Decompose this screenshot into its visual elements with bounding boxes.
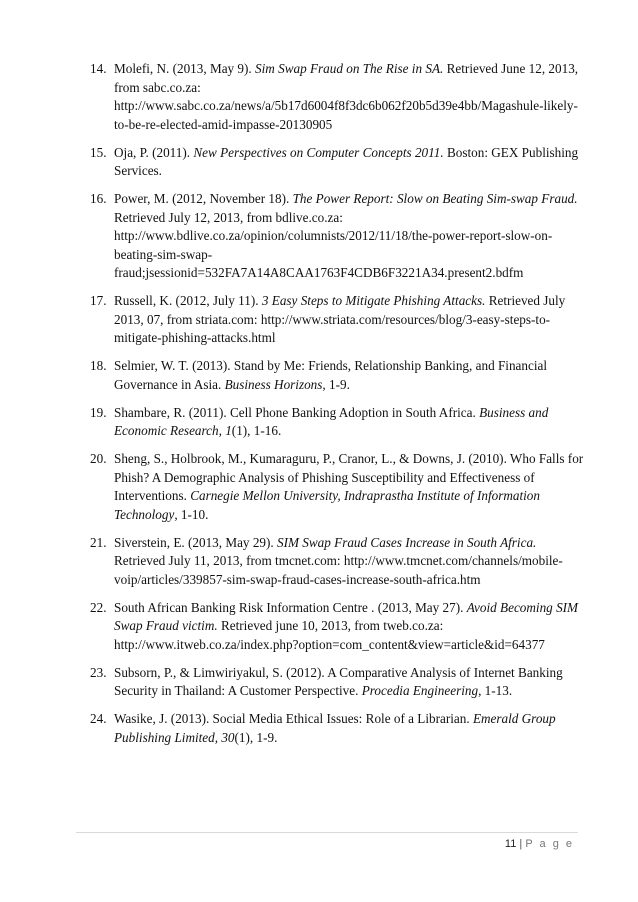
reference-text: (1), 1-16. <box>231 423 282 438</box>
reference-number: 23. <box>90 664 107 680</box>
reference-text: voip/articles/339857-sim-swap-fraud-cases-increase-south-africa.htm <box>114 571 481 587</box>
reference-italic-text: Avoid Becoming SIM <box>466 599 579 615</box>
reference-italic-text: SIM Swap Fraud Cases Increase in South Africa. <box>277 534 537 550</box>
reference-line <box>114 292 592 311</box>
page-footer <box>505 838 574 850</box>
reference-italic-text: Swap Fraud victim. <box>114 618 218 633</box>
reference-number: 21. <box>90 534 107 550</box>
reference-line <box>114 190 592 209</box>
reference-line <box>114 329 592 348</box>
reference-line <box>114 636 592 655</box>
reference-number: 18. <box>90 358 107 373</box>
reference-line <box>114 599 592 618</box>
page-number: 11 <box>504 838 517 850</box>
reference-line <box>114 404 592 423</box>
reference-text: 2013, 07, from striata.com: http://www.striata.com/resources/blog/3-easy-steps-to- <box>114 311 551 327</box>
reference-number: 15. <box>90 144 107 160</box>
reference-item <box>0 144 592 181</box>
reference-line <box>114 209 592 228</box>
reference-line <box>114 116 592 135</box>
reference-item <box>0 450 592 524</box>
reference-number: 16. <box>90 191 107 206</box>
reference-italic-text: Emerald Group <box>472 711 556 726</box>
reference-text: Subsorn, P., & Limwiriyakul, S. (2012). A Comparative Analysis of Internet Banking <box>114 664 563 680</box>
reference-number: 14. <box>90 61 107 76</box>
reference-line <box>114 79 592 98</box>
reference-text: Services. <box>114 163 162 178</box>
reference-italic-text: Economic Research, 1 <box>114 423 232 438</box>
reference-text: Power, M. (2012, November 18). <box>114 191 293 206</box>
reference-line <box>114 264 592 283</box>
reference-text: http://www.itweb.co.za/index.php?option=com_content&view=article&id=64377 <box>114 636 545 652</box>
reference-line <box>114 571 592 590</box>
reference-italic-text: The Power Report: Slow on Beating Sim-swap Fraud. <box>292 191 578 206</box>
reference-text: to-be-re-elected-amid-impasse-20130905 <box>114 116 333 132</box>
reference-text: (1), 1-9. <box>234 729 278 745</box>
reference-text: http://www.bdlive.co.za/opinion/columnists/2012/11/18/the-power-report-slow-on- <box>114 228 553 243</box>
reference-text: Retrieved July 12, 2013, from bdlive.co.za: <box>114 209 343 225</box>
reference-italic-text: Business and <box>479 404 549 420</box>
reference-italic-text: 3 Easy Steps to Mitigate Phishing Attacks. <box>261 293 486 308</box>
reference-text: Retrieved July <box>485 293 566 308</box>
reference-text: beating-sim-swap- <box>114 246 213 262</box>
reference-text: Sheng, S., Holbrook, M., Kumaraguru, P., Cranor, L., & Downs, J. (2010). Who Falls for <box>114 451 584 466</box>
reference-line <box>114 60 592 79</box>
reference-text: , 1-10. <box>174 506 209 522</box>
reference-italic-text: Sim Swap Fraud on The Rise in SA. <box>255 61 444 76</box>
reference-item <box>0 599 592 655</box>
reference-item <box>0 292 592 348</box>
reference-line <box>114 506 592 525</box>
reference-line <box>114 422 592 441</box>
reference-text: Governance in Asia. <box>114 376 225 392</box>
reference-number: 24. <box>90 711 107 726</box>
reference-line <box>114 144 592 163</box>
reference-line <box>114 357 592 376</box>
reference-line <box>114 227 592 246</box>
reference-italic-text: Carnegie Mellon University, Indraprastha Institute of Information <box>190 488 540 503</box>
reference-list <box>0 60 592 757</box>
reference-line <box>114 552 592 571</box>
reference-line <box>114 729 592 748</box>
reference-line <box>114 97 592 116</box>
reference-item <box>0 357 592 394</box>
reference-italic-text: Business Horizons <box>224 376 323 392</box>
reference-item <box>0 190 592 283</box>
reference-item <box>0 534 592 590</box>
reference-italic-text: New Perspectives on Computer Concepts 2011. <box>193 144 444 160</box>
reference-item <box>0 710 592 747</box>
reference-line <box>114 450 592 469</box>
reference-text: , 1-13. <box>478 683 513 698</box>
reference-text: Russell, K. (2012, July 11). <box>114 293 262 308</box>
reference-number: 19. <box>90 404 107 420</box>
reference-text: Boston: GEX Publishing <box>443 144 579 160</box>
reference-text: South African Banking Risk Information Centre . (2013, May 27). <box>114 599 467 615</box>
reference-line <box>114 487 592 506</box>
reference-text: Wasike, J. (2013). Social Media Ethical Issues: Role of a Librarian. <box>114 711 473 726</box>
reference-number: 17. <box>90 293 107 308</box>
reference-text: Interventions. <box>114 488 191 503</box>
reference-text: Siverstein, E. (2013, May 29). <box>114 534 277 550</box>
reference-text: mitigate-phishing-attacks.html <box>114 330 276 345</box>
reference-italic-text: Publishing Limited, 30 <box>114 729 235 745</box>
reference-line <box>114 311 592 330</box>
reference-italic-text: Technology <box>114 506 175 522</box>
reference-line <box>114 617 592 636</box>
reference-number: 20. <box>90 451 107 466</box>
reference-line <box>114 710 592 729</box>
reference-line <box>114 246 592 265</box>
reference-text: Phish? A Demographic Analysis of Phishing Susceptibility and Effectiveness of <box>114 469 535 485</box>
reference-text: Security in Thailand: A Customer Perspective. <box>114 683 362 698</box>
reference-line <box>114 469 592 488</box>
reference-text: http://www.sabc.co.za/news/a/5b17d6004f8f3dc6b062f20b5d39e4bb/Magashule-likely- <box>114 98 578 113</box>
reference-text: , 1-9. <box>322 376 350 392</box>
reference-item <box>0 60 592 134</box>
reference-item <box>0 404 592 441</box>
reference-text: fraud;jsessionid=532FA7A14A8CAA1763F4CDB6F3221A34.present2.bdfm <box>114 265 524 280</box>
reference-text: Shambare, R. (2011). Cell Phone Banking Adoption in South Africa. <box>114 404 480 420</box>
reference-text: Retrieved june 10, 2013, from tweb.co.za: <box>217 618 444 633</box>
footer-divider <box>76 832 578 833</box>
reference-item <box>0 664 592 701</box>
reference-line <box>114 376 592 395</box>
reference-line <box>114 534 592 553</box>
reference-text: from sabc.co.za: <box>114 79 201 95</box>
reference-line <box>114 162 592 181</box>
reference-line <box>114 682 592 701</box>
footer-separator: | <box>519 838 523 850</box>
reference-line <box>114 664 592 683</box>
reference-italic-text: Procedia Engineering <box>361 683 479 698</box>
page-label: P a g e <box>525 838 574 850</box>
reference-text: Retrieved June 12, 2013, <box>443 61 579 76</box>
reference-text: Oja, P. (2011). <box>114 144 194 160</box>
reference-text: Retrieved July 11, 2013, from tmcnet.com: http://www.tmcnet.com/channels/mobile- <box>114 553 563 568</box>
reference-number: 22. <box>90 599 107 615</box>
reference-text: Molefi, N. (2013, May 9). <box>114 61 256 76</box>
reference-text: Selmier, W. T. (2013). Stand by Me: Friends, Relationship Banking, and Financial <box>114 358 548 373</box>
